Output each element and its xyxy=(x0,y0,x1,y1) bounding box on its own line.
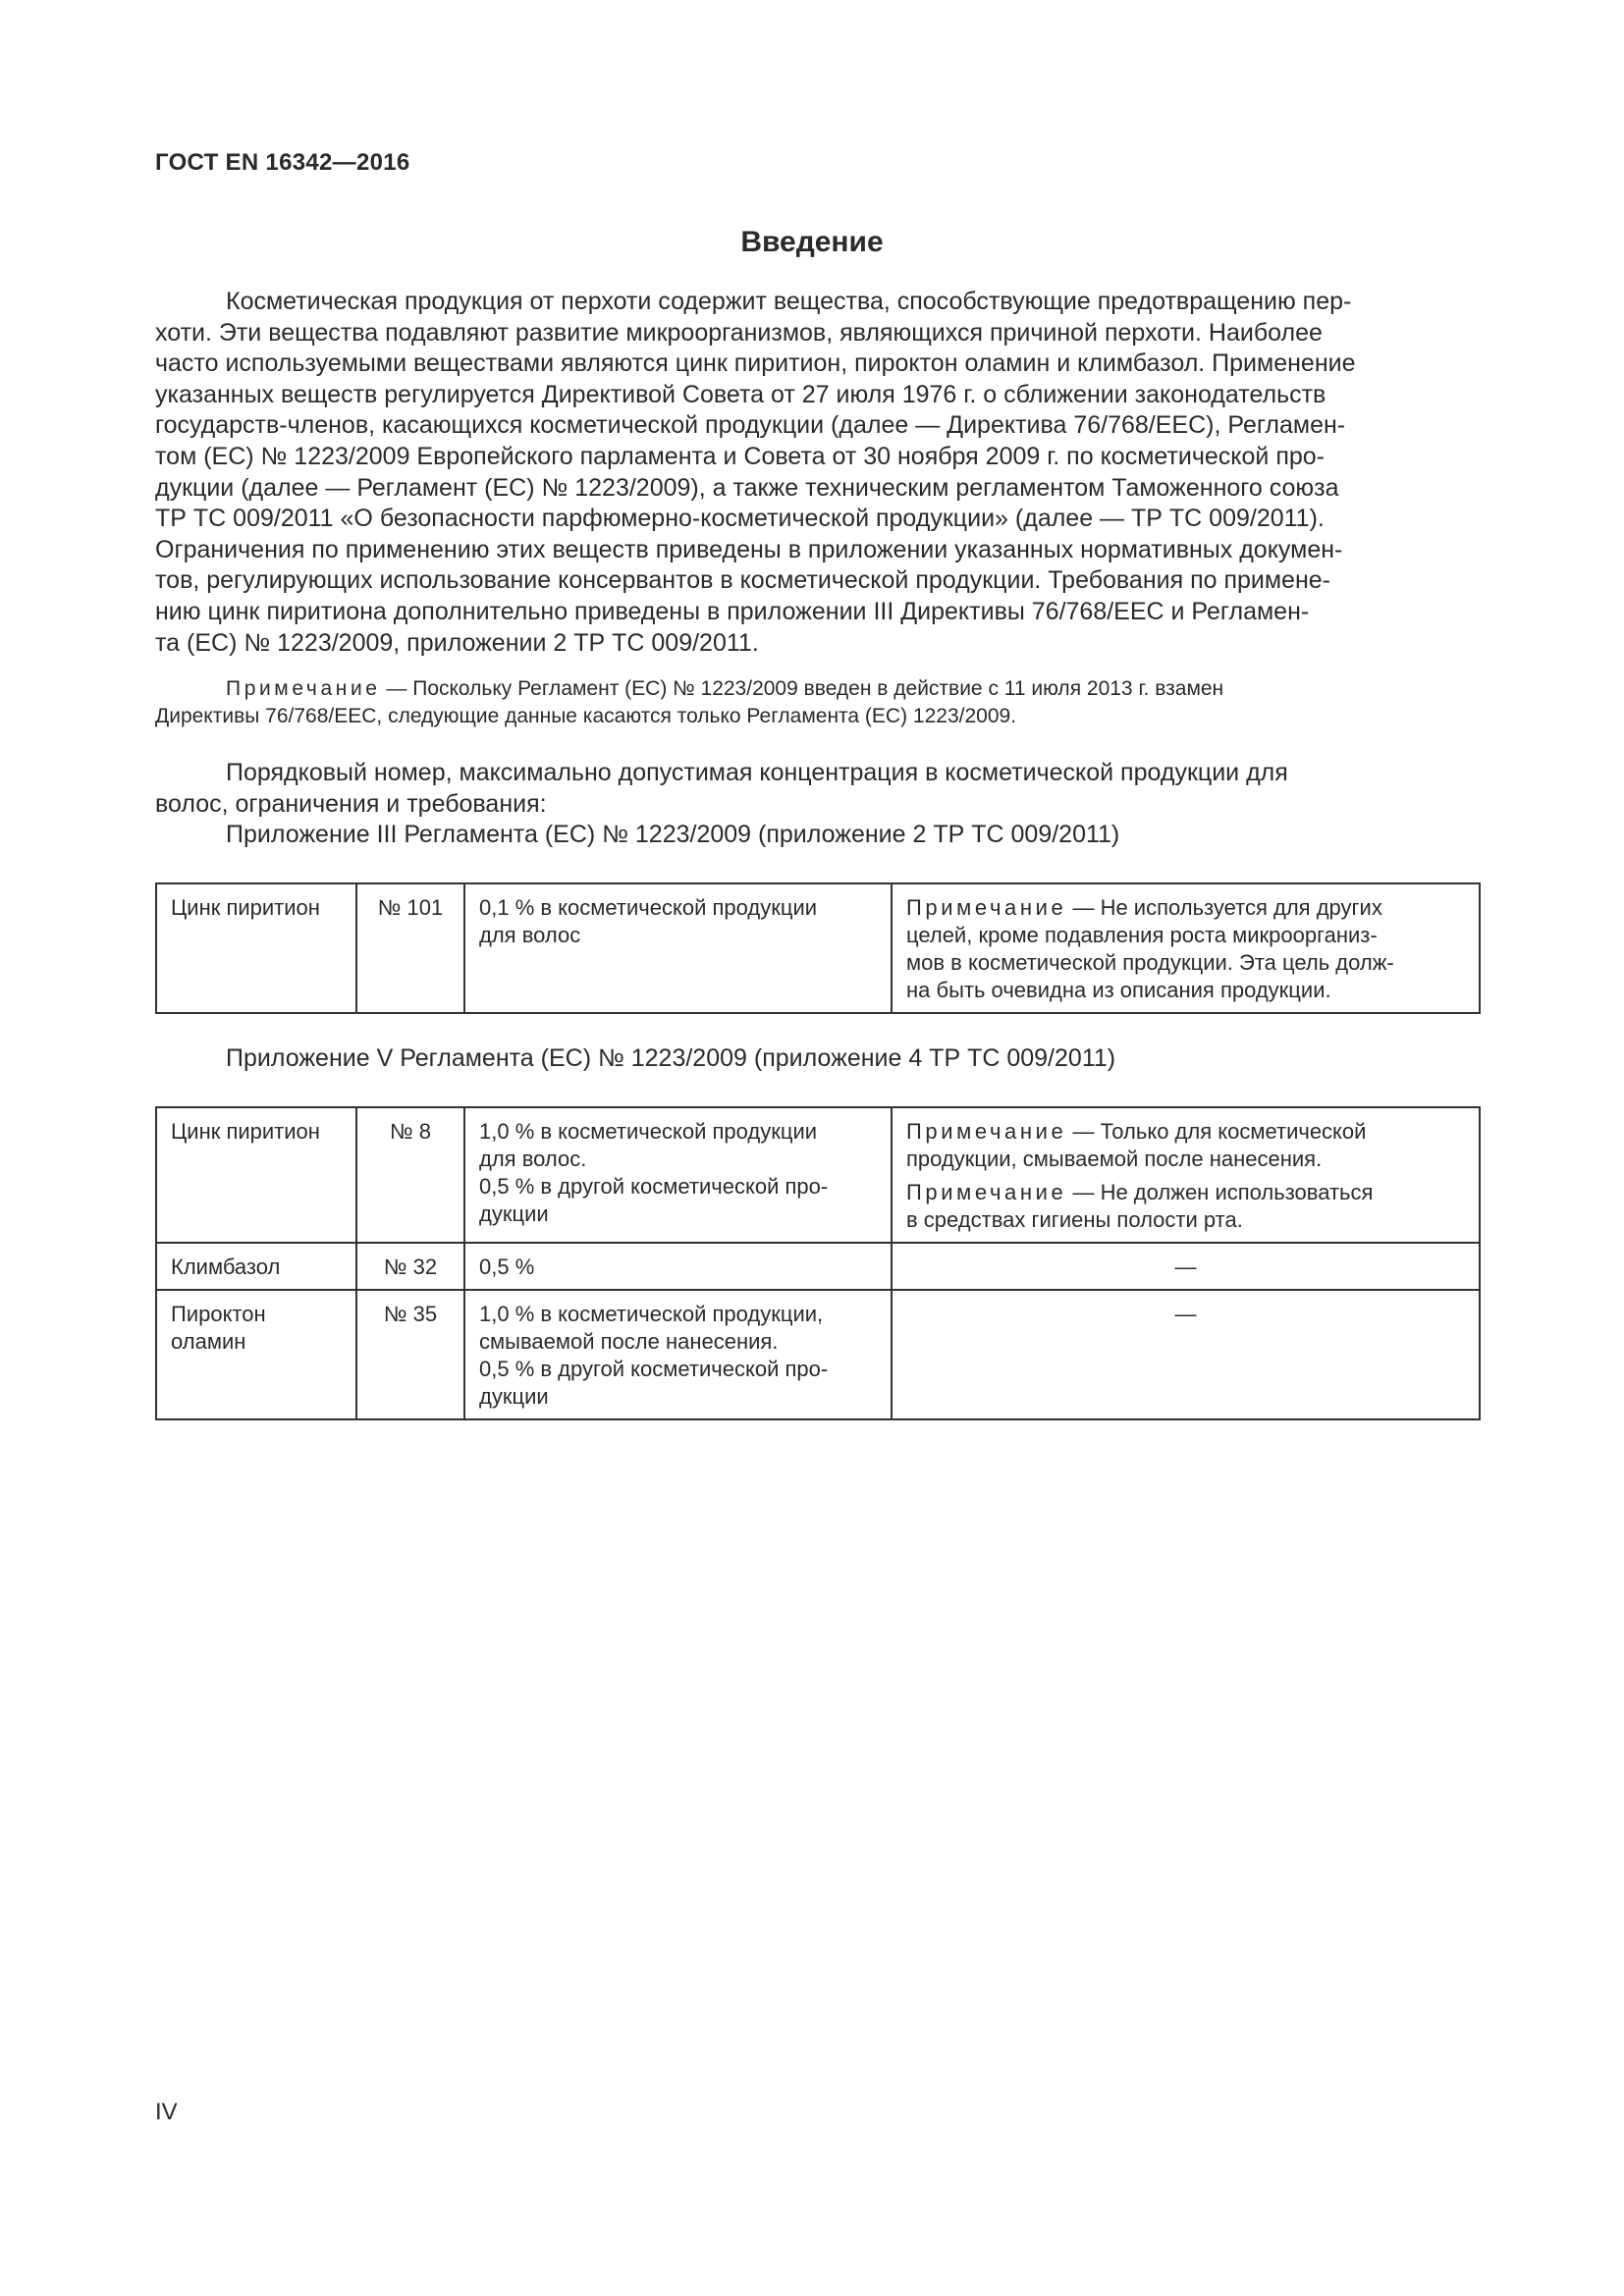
table-row xyxy=(156,1243,1480,1290)
note-label: Примечание xyxy=(906,894,1067,920)
page-content xyxy=(155,287,1479,1420)
requirements-cell: Примечание — Не используется для других целей, кроме подавления роста микроорганиз- мов в косметической продукции. Эта цель долж- на быть очевидна из описания продукции. xyxy=(892,883,1480,1013)
intro-line: тов, регулирующих использование консервантов в косметической продукции. Требования по примене- xyxy=(155,566,1330,595)
intro-line: том (ЕС) № 1223/2009 Европейского парламента и Совета от 30 ноября 2009 г. по косметической про- xyxy=(155,442,1326,470)
section-title: Введение xyxy=(740,226,884,258)
note-label: Примечание xyxy=(226,677,381,701)
intro-paragraph xyxy=(155,287,1479,659)
requirements-cell: — xyxy=(892,1290,1480,1419)
substance-cell: Цинк пиритион xyxy=(156,1107,356,1243)
page-number: IV xyxy=(155,2099,178,2125)
intro-line: та (ЕС) № 1223/2009, приложении 2 ТР ТС 009/2011. xyxy=(155,628,759,657)
table-row xyxy=(156,1107,1480,1243)
note-label: Примечание xyxy=(906,1118,1067,1144)
annex3-table xyxy=(155,882,1481,1014)
intro-line: ТР ТС 009/2011 «О безопасности парфюмерно-косметической продукции» (далее — ТР ТС 009/2011). xyxy=(155,505,1325,533)
note-label: Примечание xyxy=(906,1179,1067,1204)
requirements-cell: Примечание — Только для косметической продукции, смываемой после нанесения. Примечание — Не должен использоваться в средствах гигиены полости рта. xyxy=(892,1107,1480,1243)
table-row xyxy=(156,1290,1480,1419)
note-line: Директивы 76/768/EEC, следующие данные касаются только Регламента (ЕС) 1223/2009. xyxy=(155,705,1017,728)
number-cell: № 32 xyxy=(356,1243,464,1290)
document-code-header: ГОСТ EN 16342—2016 xyxy=(155,149,410,176)
annex5-table xyxy=(155,1106,1481,1420)
table-row xyxy=(156,883,1480,1013)
intro-line: указанных веществ регулируется Директивой Совета от 27 июля 1976 г. о сближении законодательств xyxy=(155,380,1326,408)
annex5-caption: Приложение V Регламента (ЕС) № 1223/2009 (приложение 4 ТР ТС 009/2011) xyxy=(226,1043,1116,1072)
number-cell: № 8 xyxy=(356,1107,464,1243)
para2-line: волос, ограничения и требования: xyxy=(155,789,547,818)
substance-cell: Пироктон оламин xyxy=(156,1290,356,1419)
intro-line: нию цинк пиритиона дополнительно приведены в приложении III Директивы 76/768/EEC и Регламен- xyxy=(155,597,1310,625)
note-line: — Поскольку Регламент (ЕС) № 1223/2009 введен в действие с 11 июля 2013 г. взамен xyxy=(380,677,1224,701)
note-paragraph xyxy=(155,675,1479,730)
number-cell: № 101 xyxy=(356,883,464,1013)
intro-line: хоти. Эти вещества подавляют развитие микроорганизмов, являющихся причиной перхоти. Наиболее xyxy=(155,318,1323,347)
intro-line: государств-членов, касающихся косметической продукции (далее — Директива 76/768/EEC), Регламен- xyxy=(155,411,1346,440)
requirements-cell: — xyxy=(892,1243,1480,1290)
intro-line: Косметическая продукция от перхоти содержит вещества, способствующие предотвращению пер- xyxy=(226,288,1352,315)
concentration-cell: 1,0 % в косметической продукции, смываемой после нанесения. 0,5 % в другой косметической про- дукции xyxy=(464,1290,892,1419)
number-cell: № 35 xyxy=(356,1290,464,1419)
intro-line: часто используемыми веществами являются цинк пиритион, пироктон оламин и климбазол. Применение xyxy=(155,349,1356,378)
substance-cell: Климбазол xyxy=(156,1243,356,1290)
substance-cell: Цинк пиритион xyxy=(156,883,356,1013)
concentration-cell: 1,0 % в косметической продукции для волос. 0,5 % в другой косметической про- дукции xyxy=(464,1107,892,1243)
concentration-cell: 0,5 % xyxy=(464,1243,892,1290)
requirements-paragraph xyxy=(155,758,1479,820)
concentration-cell: 0,1 % в косметической продукции для волос xyxy=(464,883,892,1013)
intro-line: дукции (далее — Регламент (ЕС) № 1223/2009), а также техническим регламентом Таможенного союза xyxy=(155,473,1339,502)
intro-line: Ограничения по применению этих веществ приведены в приложении указанных нормативных докумен- xyxy=(155,535,1343,563)
para2-line: Порядковый номер, максимально допустимая концентрация в косметической продукции для xyxy=(226,759,1288,787)
annex3-caption: Приложение III Регламента (ЕС) № 1223/2009 (приложение 2 ТР ТС 009/2011) xyxy=(226,821,1120,849)
